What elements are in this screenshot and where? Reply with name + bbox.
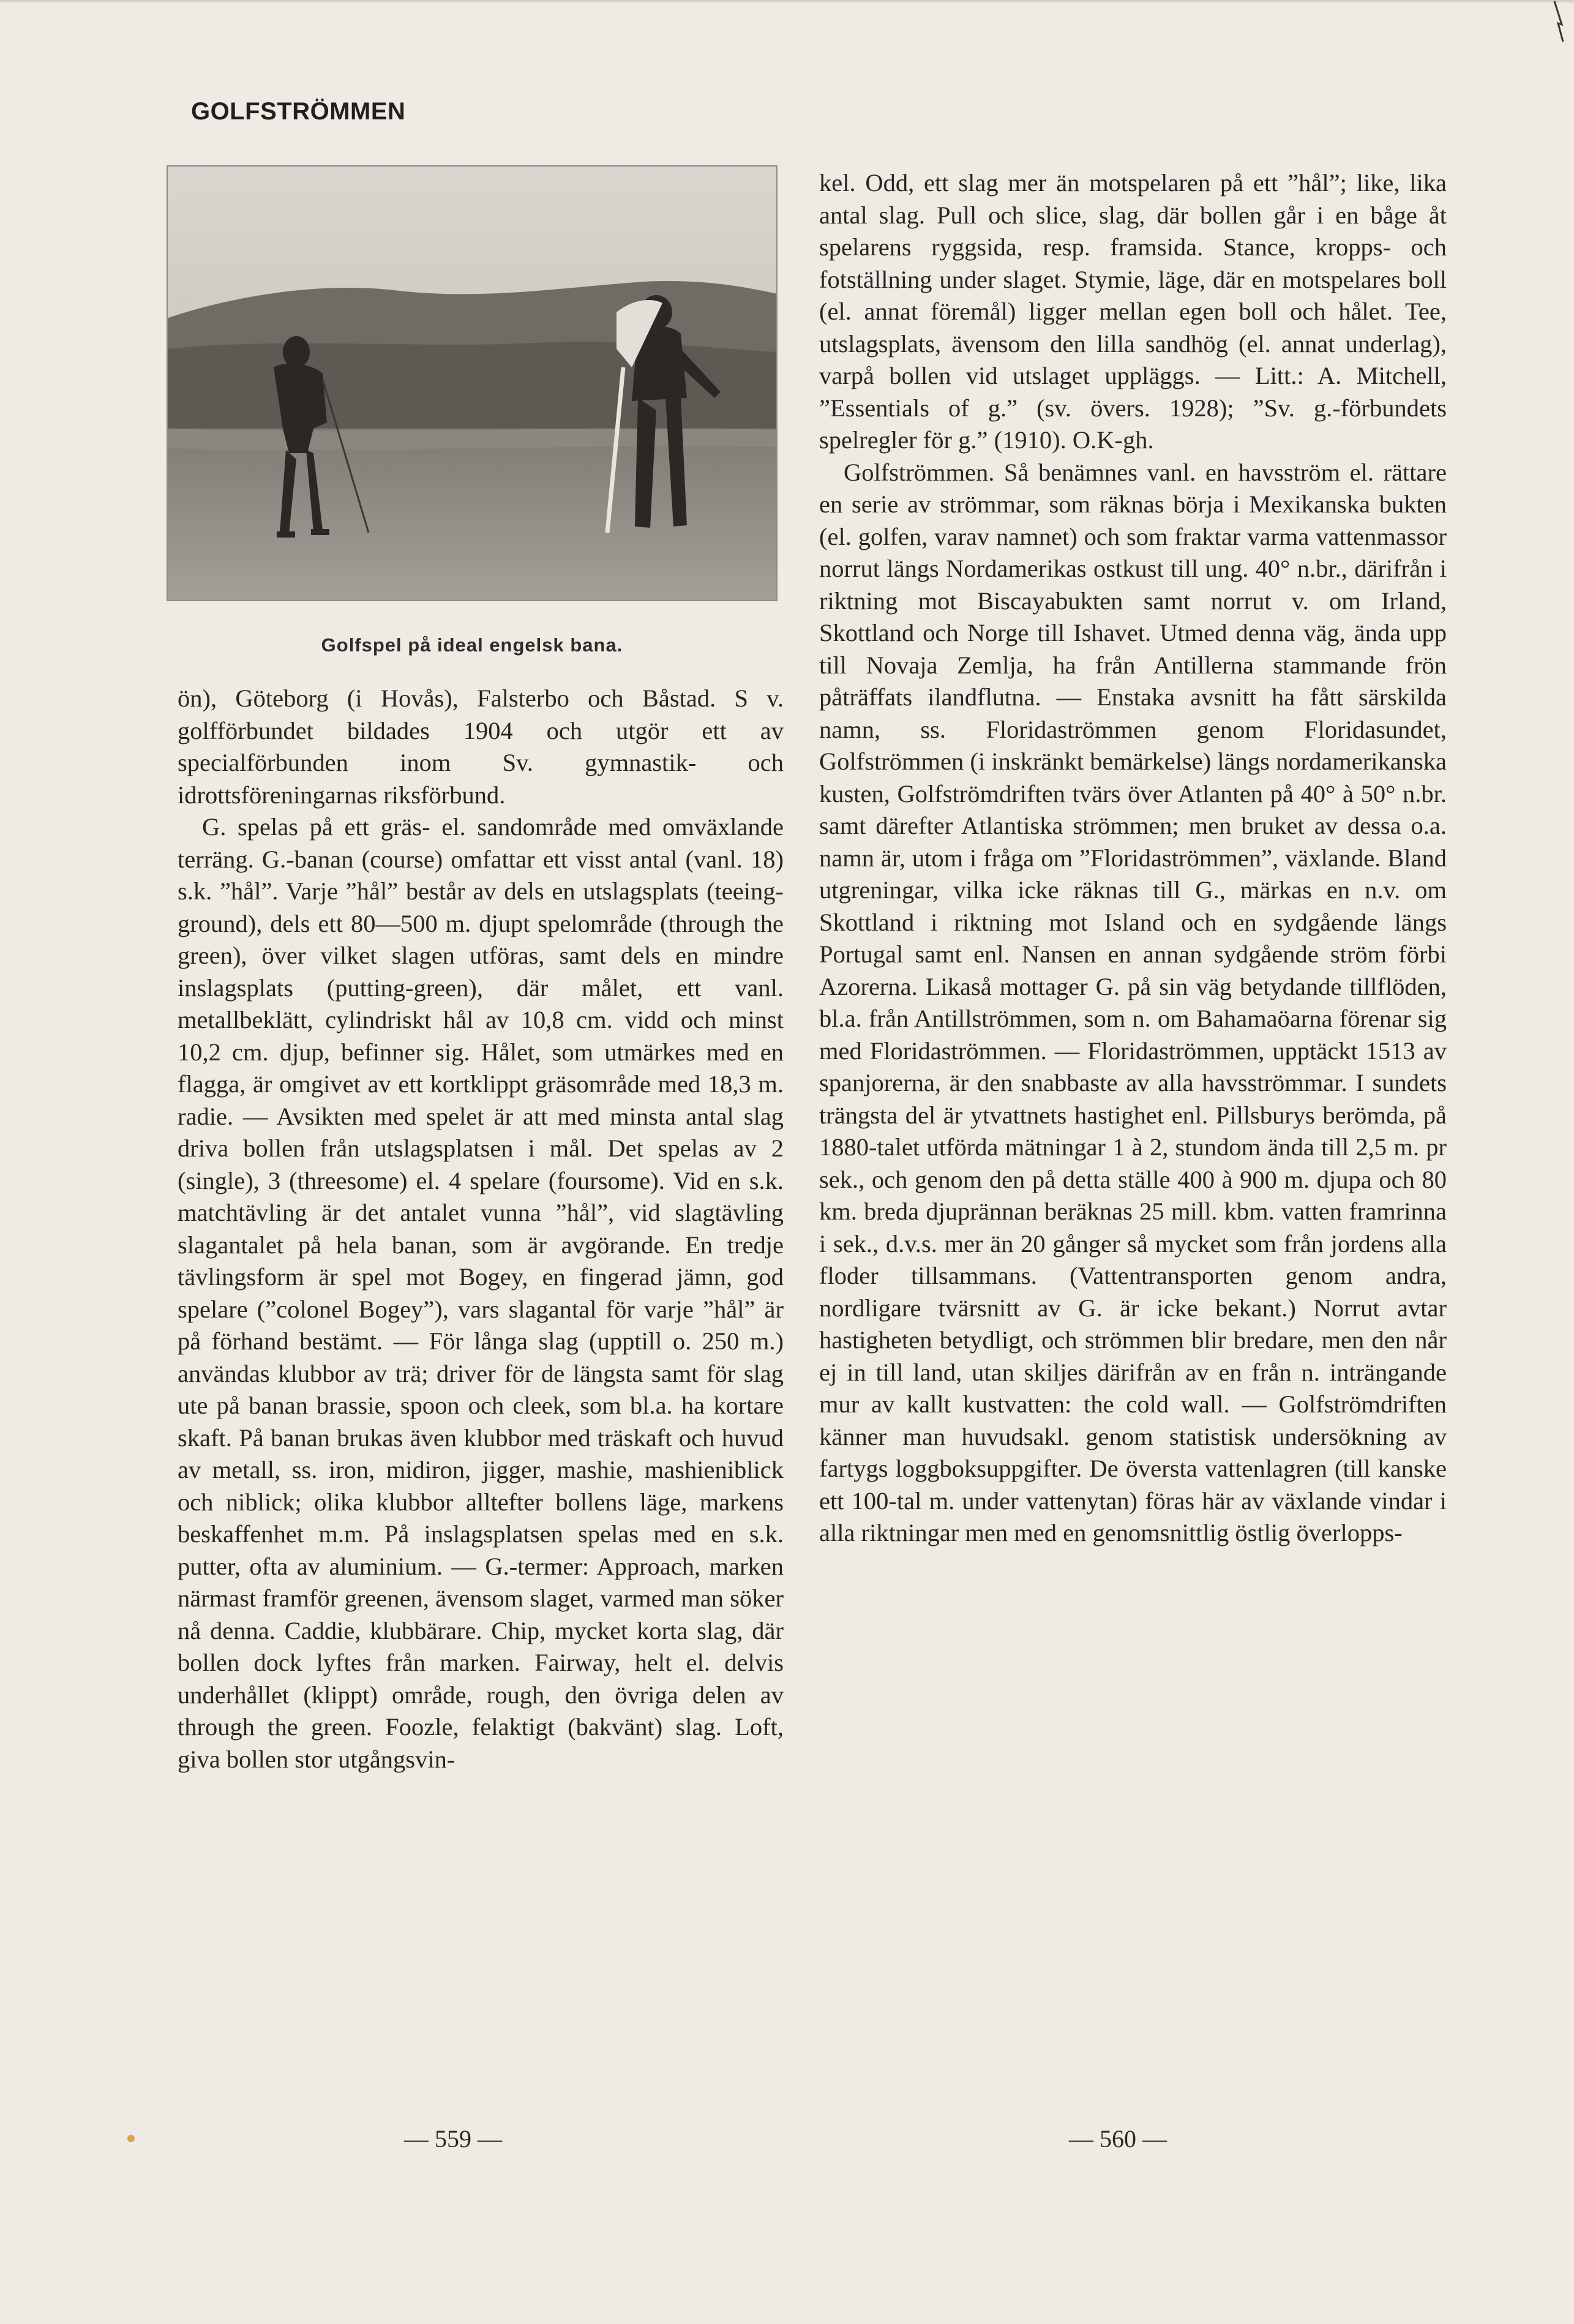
- corner-pencil-mark: [1550, 0, 1568, 43]
- top-edge: [0, 0, 1574, 2]
- right-paragraph-1: kel. Odd, ett slag mer än motspelaren på ett ”hål”; like, lika antal slag. Pull och slice, slag, där bollen går i en båge åt spelarens ryggsida, resp. framsida. Stance, kropps- och fotställning under slaget. Stymie, läge, där en motspelares boll (el. annat föremål) ligger mellan egen boll och hålet. Tee, utslagsplats, ävensom den lilla sandhög (el. annat underlag), varpå bollen vid utslaget uppläggs. — Litt.: A. Mitchell, ”Essentials of g.” (sv. övers. 1928); ”Sv. g.-förbundets spelregler för g.” (1910). O.K-gh.: [819, 169, 1447, 454]
- running-head: GOLFSTRÖMMEN: [191, 98, 406, 125]
- margin-dot: [127, 2135, 135, 2142]
- right-paragraph-2: Golfströmmen. Så benämnes vanl. en havsström el. rättare en serie av strömmar, som räknas börja i Mexikanska bukten (el. golfen, varav namnet) och som fraktar varma vattenmassor norrut längs Nordamerikas ostkust till ung. 40° n.br., därifrån i riktning mot Biscayabukten samt norrut v. om Irland, Skottland och Norge till Ishavet. Utmed denna väg, ända upp till Novaja Zemlja, ha från Antillerna stammande frön påträffats ilandflutna. — Enstaka avsnitt ha fått särskilda namn, ss. Floridaströmmen genom Floridasundet, Golfströmmen (i inskränkt bemärkelse) längs nordamerikanska kusten, Golfströmdriften tvärs över Atlanten på 40° à 50° n.br. samt därefter Atlantiska strömmen; men bruket av dessa o.a. namn är, utom i fråga om ”Floridaströmmen”, växlande. Bland utgreningar, vilka icke räknas till G., märkas en n.v. om Skottland i riktning mot Island och en sydgående längs Portugal samt enl. Nansen en annan sydgående ström förbi Azorerna. Likaså mottager G. på sin väg betydande tillflöden, bl.a. från Antillströmmen, som n. om Bahamaöarna förenar sig med Floridaströmmen. — Floridaströmmen, upptäckt 1513 av spanjorerna, är den snabbaste av alla havsströmmar. I sundets trängsta del är ytvattnets hastighet enl. Pillsburys berömda, på 1880-talet utförda mätningar 1 à 2, stundom ända till 2,5 m. pr sek., och genom den på detta ställe 400 à 900 m. djupa och 80 km. breda djuprännan beräknas 25 mill. kbm. vatten framrinna i sek., d.v.s. mer än 20 gånger så mycket som från jordens alla floder tillsammans. (Vattentransporten genom andra, nordligare tvärsnitt av G. är icke bekant.) Norrut avtar hastigheten betydligt, och strömmen blir bredare, men den når ej in till land, utan skiljes därifrån av en från n. inträngande mur av kallt kustvatten: the cold wall. — Golfströmdriften känner man huvudsakl. genom statistisk undersökning av fartygs loggboksuppgifter. De översta vattenlagren (till kanske ett 100-tal m. under vattenytan) föras här av växlande vindar i alla riktningar men med en genomsnittlig östlig överlopps-: [819, 458, 1447, 1546]
- page-number-right: — 560 —: [1069, 2125, 1167, 2153]
- right-column: [819, 167, 1447, 1550]
- left-paragraph-1: ön), Göteborg (i Hovås), Falsterbo och Båstad. S v. golfförbundet bildades 1904 och utgör ett av specialförbunden inom Sv. gymnastik- och idrottsföreningarnas riksförbund.: [178, 684, 784, 809]
- page-number-left: — 559 —: [404, 2125, 502, 2153]
- left-column: [178, 683, 784, 1775]
- left-paragraph-2: G. spelas på ett gräs- el. sandområde med omväxlande terräng. G.-banan (course) omfattar ett visst antal (vanl. 18) s.k. ”hål”. Varje ”hål” består av dels en utslagsplats (teeing-ground), dels ett 80—500 m. djupt spelområde (through the green), över vilket slagen utföras, samt dels en mindre inslagsplats (putting-green), där målet, ett vanl. metallbeklätt, cylindriskt hål av 10,8 cm. vidd och minst 10,2 cm. djup, befinner sig. Hålet, som utmärkes med en flagga, är omgivet av ett kortklippt gräsområde med 18,3 m. radie. — Avsikten med spelet är att med minsta antal slag driva bollen från utslagsplatsen i mål. Det spelas av 2 (single), 3 (threesome) el. 4 spelare (foursome). Vid en s.k. matchtävling är det antalet vunna ”hål”, vid slagtävling slagantalet på hela banan, som är avgörande. En tredje tävlingsform är spel mot Bogey, en fingerad jämn, god spelare (”colonel Bogey”), vars slagantal för varje ”hål” är på förhand bestämt. — För långa slag (upptill o. 250 m.) användas klubbor av trä; driver för de längsta samt för slag ute på banan brassie, spoon och cleek, som bl.a. ha kortare skaft. På banan brukas även klubbor med träskaft och huvud av metall, ss. iron, midiron, jigger, mashie, mashieniblick och niblick; olika klubbor alltefter bollens läge, markens beskaffenhet m.m. På inslagsplatsen spelas med en s.k. putter, ofta av aluminium. — G.-termer: Approach, marken närmast framför greenen, ävensom slaget, varmed man söker nå denna. Caddie, klubbärare. Chip, mycket korta slag, där bollen dock lyftes från marken. Fairway, helt el. delvis underhållet (klippt) område, rough, den övriga delen av through the green. Foozle, felaktigt (bakvänt) slag. Loft, giva bollen stor utgångsvin-: [178, 813, 784, 1773]
- golf-photo-image: [167, 165, 778, 601]
- golf-photo: [167, 165, 778, 601]
- photo-caption: Golfspel på ideal engelsk bana.: [321, 634, 623, 656]
